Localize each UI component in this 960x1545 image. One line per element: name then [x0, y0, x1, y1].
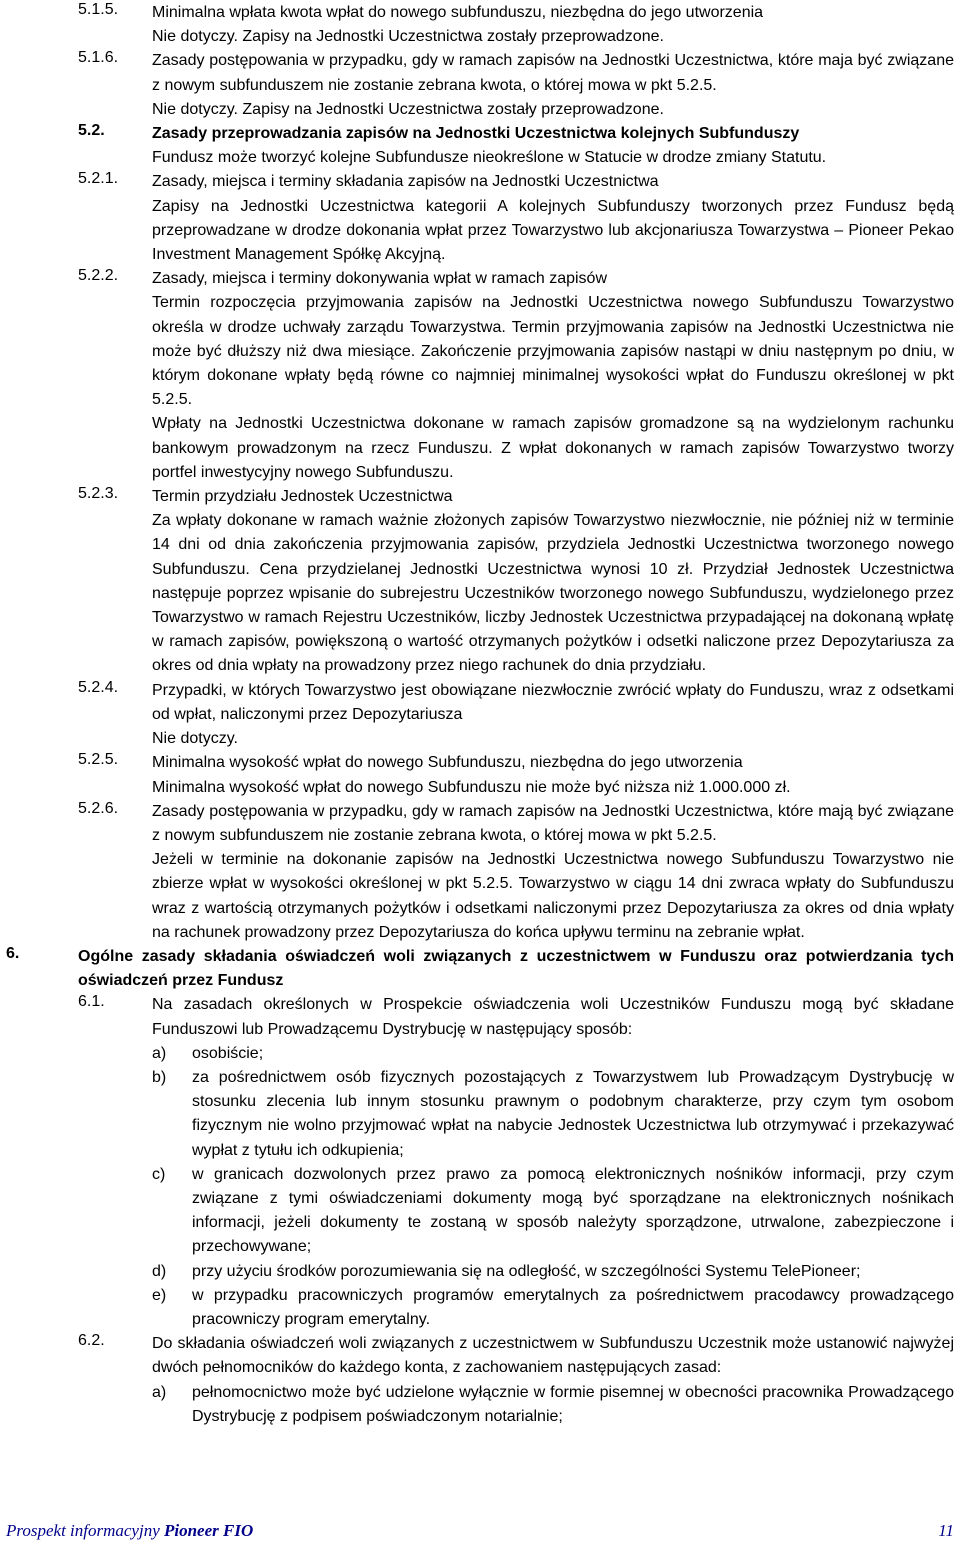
section-number: 6.1.: [78, 993, 105, 1011]
list-item: [152, 1284, 954, 1332]
footer-title: [6, 1521, 253, 1541]
section-title: Minimalna wpłata kwota wpłat do nowego subfunduszu, niezbędna do jego utworzenia: [152, 4, 764, 21]
list-item-text: w granicach dozwolonych przez prawo za pomocą elektronicznych nośników informacji, przy czym związane z tymi oświadczeniami dokumenty mogą być sporządzane na elektronicznych nośnikach informacji, jeżeli dokumenty te zostaną w sposób należyty sporządzone, utrwalone, zabezpieczone i przechowywane;: [192, 1165, 954, 1256]
list-item: [152, 1260, 954, 1284]
section-6-2: [0, 1332, 960, 1380]
list-item-marker: a): [152, 1044, 167, 1062]
section-number: 5.2.2.: [78, 267, 119, 285]
section-number: 5.2.6.: [78, 799, 119, 817]
section-paragraph: Termin rozpoczęcia przyjmowania zapisów na Jednostki Uczestnictwa nowego Subfunduszu Towarzystwo określa w drodze uchwały zarządu Towarzystwa. Termin przyjmowania zapisów na Jednostki Uczestnictwa nie może być dłuższy niż dwa miesiące. Zakończenie przyjmowania zapisów nastąpi w dniu następnym po dniu, w którym dokonane wpłaty będą równe co najmniej minimalnej wysokości wpłat do Funduszu określonej w pkt 5.2.5.: [152, 294, 954, 409]
section-paragraph: Za wpłaty dokonane w ramach ważnie złożonych zapisów Towarzystwo niezwłocznie, nie później niż w terminie 14 dni od dnia zakończenia przyjmowania zapisów, przydziela Jednostki Uczestnictwa tworzonego nowego Subfunduszu. Cena przydzielanej Jednostki Uczestnictwa wynosi 10 zł. Przydział Jednostek Uczestnictwa następuje poprzez wpisanie do subrejestru Uczestników tworzonego nowego Subfunduszu, wydzielonego przez Towarzystwo w ramach Rejestru Uczestników, liczby Jednostek Uczestnictwa przypadającej na dokonaną wpłatę w ramach zapisów, powiększoną o wartość otrzymanych pożytków i odsetki naliczone przez Depozytariusza za okres od dnia wpłaty na prowadzony przez niego rachunek do dnia przydziału.: [152, 512, 954, 675]
section-paragraph: Nie dotyczy. Zapisy na Jednostki Uczestnictwa zostały przeprowadzone.: [152, 100, 664, 118]
footer-doc-title: Prospekt informacyjny: [6, 1521, 164, 1540]
section-title: Zasady, miejsca i terminy dokonywania wpłat w ramach zapisów: [152, 270, 607, 288]
page-number: 11: [938, 1521, 954, 1540]
section-5-2: [0, 122, 960, 170]
section-paragraph: Na zasadach określonych w Prospekcie oświadczenia woli Uczestników Funduszu mogą być składane Funduszowi lub Prowadzącemu Dystrybucję w następujący sposób:: [152, 996, 954, 1038]
list-item-text: pełnomocnictwo może być udzielone wyłącznie w formie pisemnej w obecności pracownika Prowadzącego Dystrybucję z podpisem poświadczonym notarialnie;: [192, 1383, 954, 1425]
section-5-2-6: [0, 800, 960, 945]
list-item-marker: a): [152, 1383, 167, 1401]
section-heading: Zasady przeprowadzania zapisów na Jednostki Uczestnictwa kolejnych Subfunduszy: [152, 125, 800, 143]
section-number: 5.2.: [78, 122, 105, 140]
section-title: Przypadki, w których Towarzystwo jest obowiązane niezwłocznie zwrócić wpłaty do Funduszu, wraz z odsetkami od wpłat, naliczonymi przez Depozytariusza: [152, 681, 954, 723]
section-title: Zasady postępowania w przypadku, gdy w ramach zapisów na Jednostki Uczestnictwa, które mają być związane z nowym subfunduszem nie zostanie zebrana kwota, o której mowa w pkt 5.2.5.: [152, 802, 954, 844]
section-5-1-5: [0, 1, 960, 49]
section-paragraph: Do składania oświadczeń woli związanych z uczestnictwem w Subfunduszu Uczestnik może ustanowić najwyżej dwóch pełnomocników do każdego konta, z zachowaniem następujących zasad:: [152, 1335, 954, 1377]
section-5-2-1: [0, 170, 960, 267]
section-title: Zasady, miejsca i terminy składania zapisów na Jednostki Uczestnictwa: [152, 173, 659, 191]
section-5-2-2: [0, 267, 960, 485]
section-title: Minimalna wysokość wpłat do nowego Subfunduszu, niezbędna do jego utworzenia: [152, 754, 743, 772]
section-paragraph: Nie dotyczy. Zapisy na Jednostki Uczestnictwa zostały przeprowadzone.: [152, 28, 664, 46]
list-item-text: przy użyciu środków porozumiewania się na odległość, w szczególności Systemu TelePioneer;: [192, 1262, 861, 1280]
list-item: [152, 1066, 954, 1163]
section-5-2-4: [0, 679, 960, 752]
list-item-marker: d): [152, 1262, 167, 1280]
list-item-text: osobiście;: [192, 1044, 264, 1062]
list-item-text: za pośrednictwem osób fizycznych pozostających z Towarzystwem lub Prowadzącym Dystrybucję w stosunku zlecenia lub innym stosunku prawnym o podobnym charakterze, przy czym tym osobom fizycznym nie wolno przyjmować wpłat na nabycie Jednostek Uczestnictwa lub otrzymywać i przekazywać wypłat z tytułu ich odkupienia;: [192, 1068, 954, 1159]
section-5-2-3: [0, 485, 960, 679]
section-number: 5.2.3.: [78, 485, 119, 503]
list-item: [152, 1042, 954, 1066]
section-title: Termin przydziału Jednostek Uczestnictwa: [152, 488, 453, 506]
list-item-marker: e): [152, 1286, 167, 1304]
section-paragraph: Wpłaty na Jednostki Uczestnictwa dokonane w ramach zapisów gromadzone są na wydzielonym rachunku bankowym prowadzonym na rzecz Funduszu. Z wpłat dokonanych w ramach zapisów Towarzystwo tworzy portfel inwestycyjny nowego Subfunduszu.: [152, 415, 954, 481]
list-item: [152, 1163, 954, 1260]
section-number: 5.2.1.: [78, 170, 119, 188]
section-paragraph: Fundusz może tworzyć kolejne Subfundusze nieokreślone w Statucie w drodze zmiany Statutu.: [152, 149, 827, 167]
list-6-2: [152, 1381, 954, 1429]
section-5-1-6: [0, 49, 960, 122]
section-paragraph: Nie dotyczy.: [152, 730, 238, 748]
section-number: 5.1.6.: [78, 49, 119, 67]
list-item: [152, 1381, 954, 1429]
section-5-2-5: [0, 751, 960, 799]
list-item-marker: c): [152, 1165, 166, 1183]
section-number: 6.2.: [78, 1332, 105, 1350]
section-paragraph: Zapisy na Jednostki Uczestnictwa kategorii A kolejnych Subfunduszy tworzonych przez Fundusz będą przeprowadzane w drodze dokonania wpłat przez Towarzystwo lub akcjonariusza Towarzystwa – Pioneer Pekao Investment Management Spółkę Akcyjną.: [152, 197, 954, 264]
section-title: Zasady postępowania w przypadku, gdy w ramach zapisów na Jednostki Uczestnictwa, które maja być związane z nowym subfunduszem nie zostanie zebrana kwota, o której mowa w pkt 5.2.5.: [152, 52, 954, 94]
section-number: 5.2.4.: [78, 678, 119, 696]
list-item-text: w przypadku pracowniczych programów emerytalnych za pośrednictwem pracodawcy prowadzącego pracowniczy program emerytalny.: [192, 1286, 954, 1328]
section-number: 5.2.5.: [78, 751, 119, 769]
list-6-1: [152, 1042, 954, 1332]
section-number: 5.1.5.: [78, 1, 119, 18]
footer-brand: Pioneer FIO: [164, 1521, 254, 1540]
chapter-number: 6.: [6, 944, 20, 962]
section-paragraph: Minimalna wysokość wpłat do nowego Subfunduszu nie może być niższa niż 1.000.000 zł.: [152, 778, 791, 796]
list-item-marker: b): [152, 1068, 167, 1086]
chapter-title: Ogólne zasady składania oświadczeń woli związanych z uczestnictwem w Funduszu oraz potwierdzania tych oświadczeń przez Fundusz: [78, 947, 954, 990]
chapter-6: [0, 945, 960, 993]
section-paragraph: Jeżeli w terminie na dokonanie zapisów na Jednostki Uczestnictwa nowego Subfunduszu Towarzystwo nie zbierze wpłat w wysokości określonej w pkt 5.2.5. Towarzystwo w ciągu 14 dni zwraca wpłaty do Subfunduszu wraz z wartością otrzymanych pożytków i odsetkami naliczonymi przez Depozytariusza za okres od dnia wpłaty na rachunek prowadzony przez Depozytariusza do końca upływu terminu na zebranie wpłat.: [152, 851, 954, 941]
section-6-1: [0, 993, 960, 1041]
